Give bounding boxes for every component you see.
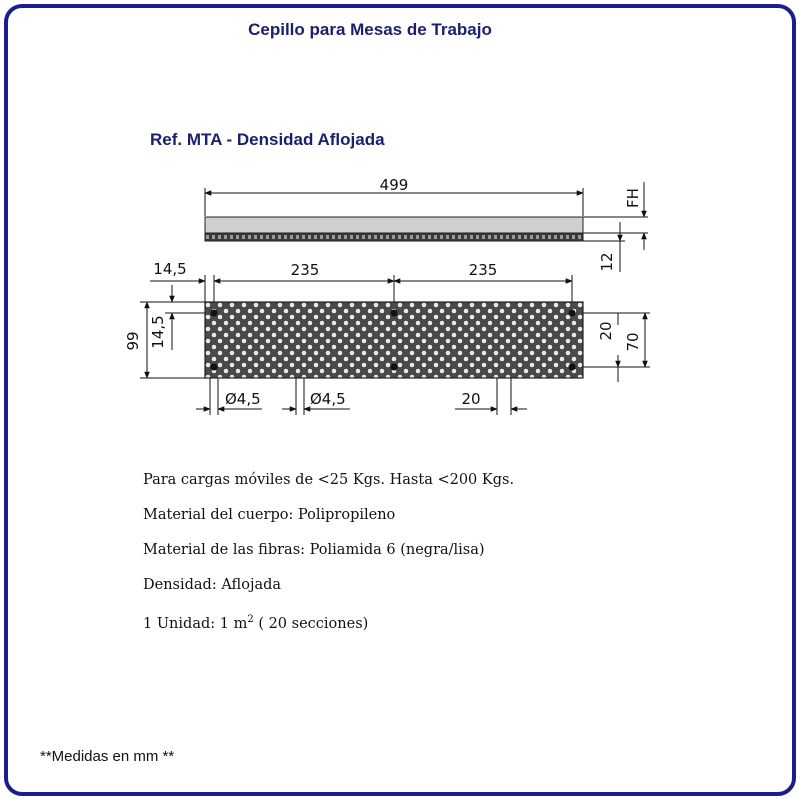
hole-offset-label: 14,5 xyxy=(149,315,167,349)
hole-pitch-right-label: 235 xyxy=(468,261,498,279)
spec-fiber-material: Material de las fibras: Poliamida 6 (negra/lisa) xyxy=(143,542,485,558)
hole-diameter-left-label: Ø4,5 xyxy=(225,390,261,408)
spec-list xyxy=(143,470,514,645)
tuft-pitch-label: 20 xyxy=(461,390,481,408)
spec-unit-suffix: ( 20 secciones) xyxy=(258,615,369,632)
mounting-hole xyxy=(211,364,218,371)
spec-unit xyxy=(143,610,514,645)
mounting-hole xyxy=(569,310,576,317)
row-pitch-label: 20 xyxy=(597,321,615,341)
mounting-hole xyxy=(391,310,398,317)
measurement-note: **Medidas en mm ** xyxy=(40,748,175,765)
reference-heading: Ref. MTA - Densidad Aflojada xyxy=(150,130,385,149)
width-label: 99 xyxy=(124,331,142,351)
mounting-hole xyxy=(211,310,218,317)
base-height-label: 12 xyxy=(598,252,616,272)
spec-load: Para cargas móviles de <25 Kgs. Hasta <200 Kgs. xyxy=(143,472,515,488)
band-width-label: 70 xyxy=(624,332,642,352)
top-view xyxy=(124,260,650,415)
spec-body-material: Material del cuerpo: Polipropileno xyxy=(143,507,396,523)
hole-pitch-left-label: 235 xyxy=(290,261,320,279)
page-title: Cepillo para Mesas de Trabajo xyxy=(248,20,492,39)
length-label: 499 xyxy=(379,176,409,194)
edge-offset-label: 14,5 xyxy=(153,260,187,278)
spec-unit-prefix: 1 Unidad: 1 m xyxy=(143,615,248,632)
hole-diameter-right-label: Ø4,5 xyxy=(310,390,346,408)
bristle-row xyxy=(205,233,583,241)
spec-unit-superscript: 2 xyxy=(247,614,254,625)
fh-label: FH xyxy=(624,188,642,208)
mounting-hole xyxy=(569,364,576,371)
side-view xyxy=(205,176,648,272)
mounting-hole xyxy=(391,364,398,371)
spec-density: Densidad: Aflojada xyxy=(143,577,282,593)
brush-bar xyxy=(205,217,583,233)
